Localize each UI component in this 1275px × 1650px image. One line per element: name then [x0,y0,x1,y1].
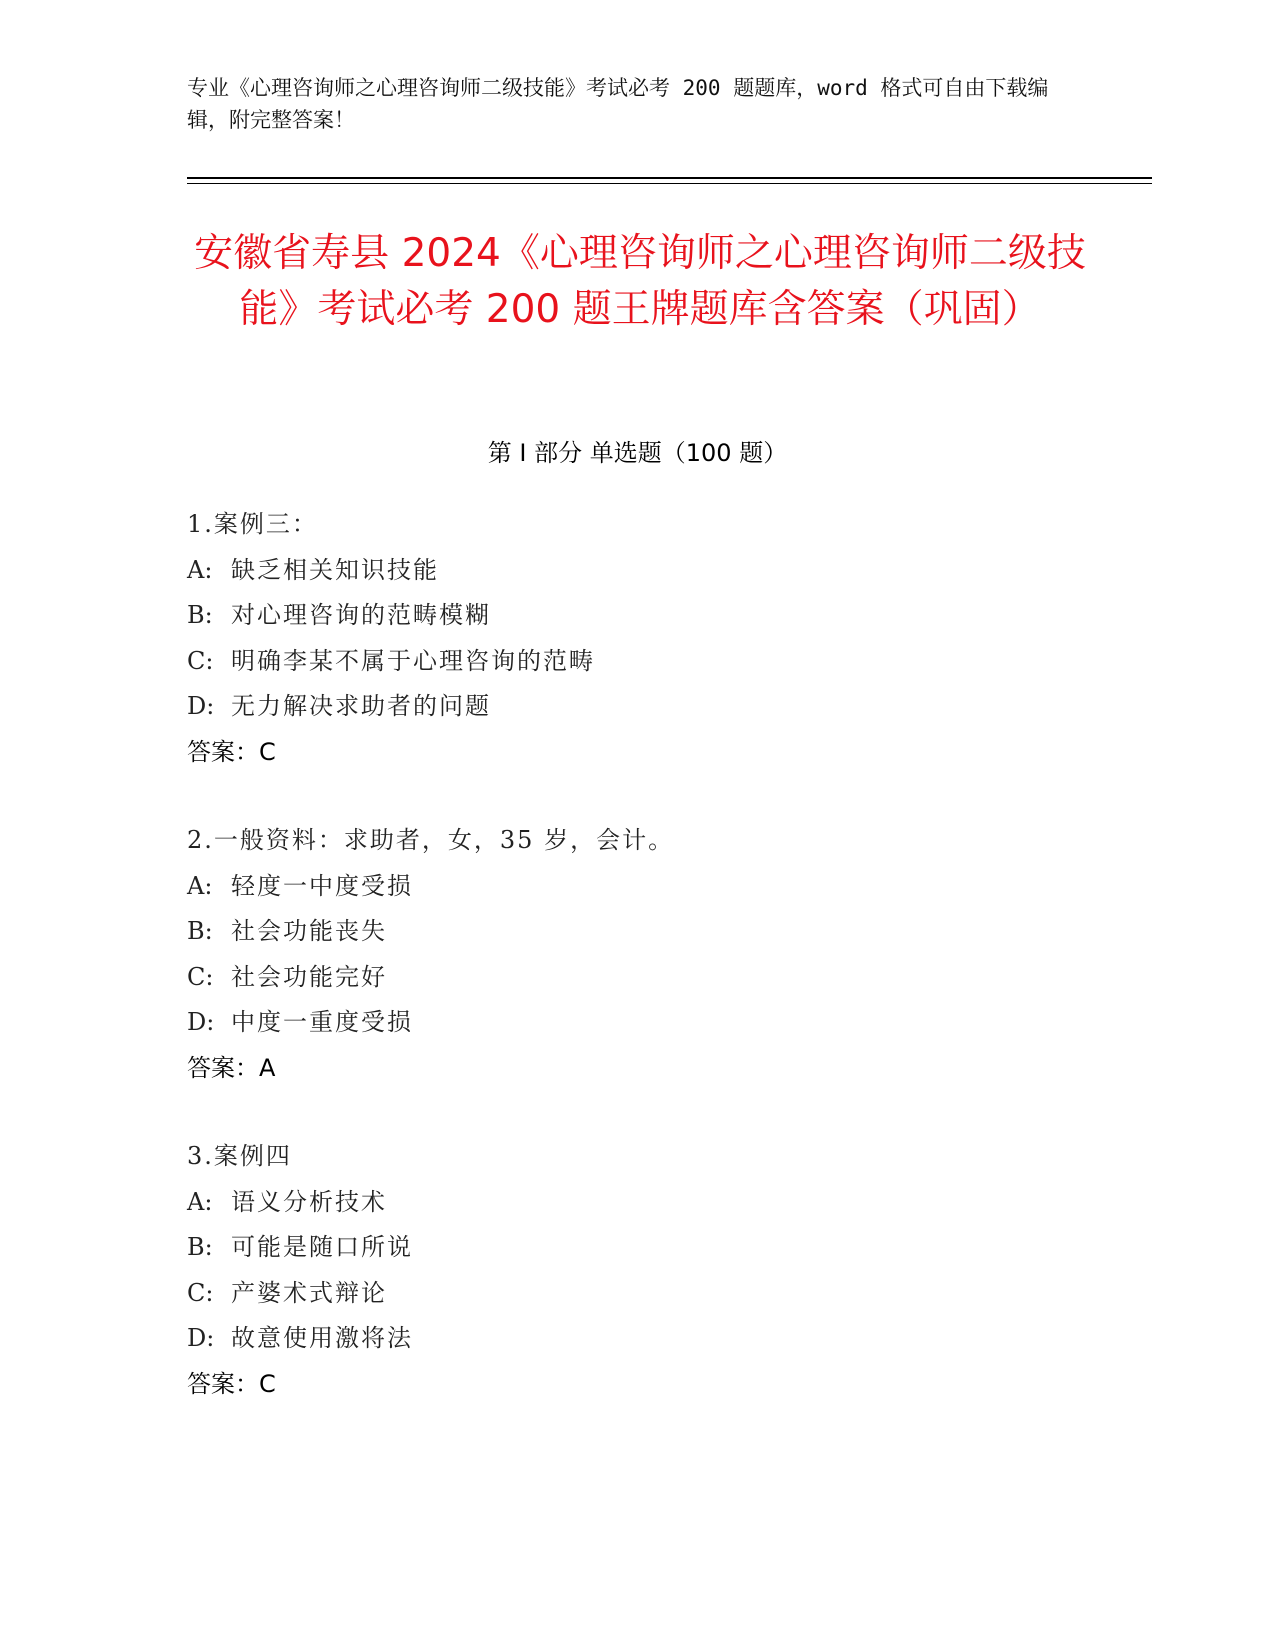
option-d [187,1000,1087,1046]
section-title: 第 I 部分 单选题（100 题） [487,439,788,467]
option-key: C: [187,1278,214,1307]
question-stem: 1.案例三： [187,510,318,538]
option-d [187,684,1087,730]
option-key: B: [187,917,213,945]
option-c [187,1271,1087,1317]
option-text: 社会功能完好 [231,962,387,991]
option-key: A: [187,1187,213,1216]
header-rule-thick [187,177,1152,179]
option-c [187,955,1087,1001]
option-text: 明确李某不属于心理咨询的范畴 [231,646,595,675]
option-key: D: [187,692,215,720]
question-1 [187,502,1087,775]
option-a [187,1180,1087,1226]
option-text: 轻度一中度受损 [231,871,413,900]
option-a [187,864,1087,910]
option-key: D: [187,1008,215,1036]
answer: 答案：C [187,1369,276,1398]
question-3 [187,1134,1087,1407]
question-stem: 3.案例四 [187,1142,292,1170]
header-note: 专业《心理咨询师之心理咨询师二级技能》考试必考 200 题题库，word 格式可自由下载编辑，附完整答案！ [187,76,1049,132]
document-title: 安徽省寿县 2024《心理咨询师之心理咨询师二级技能》考试必考 200 题王牌题库含答案（巩固） [194,231,1086,332]
option-key: B: [187,601,213,629]
option-b [187,1225,1087,1271]
option-key: D: [187,1324,215,1352]
option-key: B: [187,1233,213,1261]
option-text: 故意使用激将法 [231,1324,413,1352]
option-key: C: [187,646,214,675]
option-b [187,593,1087,639]
option-text: 社会功能丧失 [231,917,387,945]
option-text: 对心理咨询的范畴模糊 [231,601,491,629]
option-key: A: [187,871,213,900]
option-text: 语义分析技术 [231,1187,387,1216]
option-a [187,548,1087,594]
answer: 答案：C [187,737,276,766]
option-b [187,909,1087,955]
option-text: 缺乏相关知识技能 [231,555,439,584]
option-key: C: [187,962,214,991]
question-stem: 2.一般资料：求助者，女，35 岁，会计。 [187,826,675,854]
header-rule-thin [187,183,1152,184]
option-c [187,639,1087,685]
option-d [187,1316,1087,1362]
option-text: 中度一重度受损 [231,1008,413,1036]
question-2 [187,818,1087,1091]
option-text: 无力解决求助者的问题 [231,692,491,720]
option-key: A: [187,555,213,584]
answer: 答案：A [187,1053,276,1082]
option-text: 可能是随口所说 [231,1233,413,1261]
option-text: 产婆术式辩论 [231,1278,387,1307]
